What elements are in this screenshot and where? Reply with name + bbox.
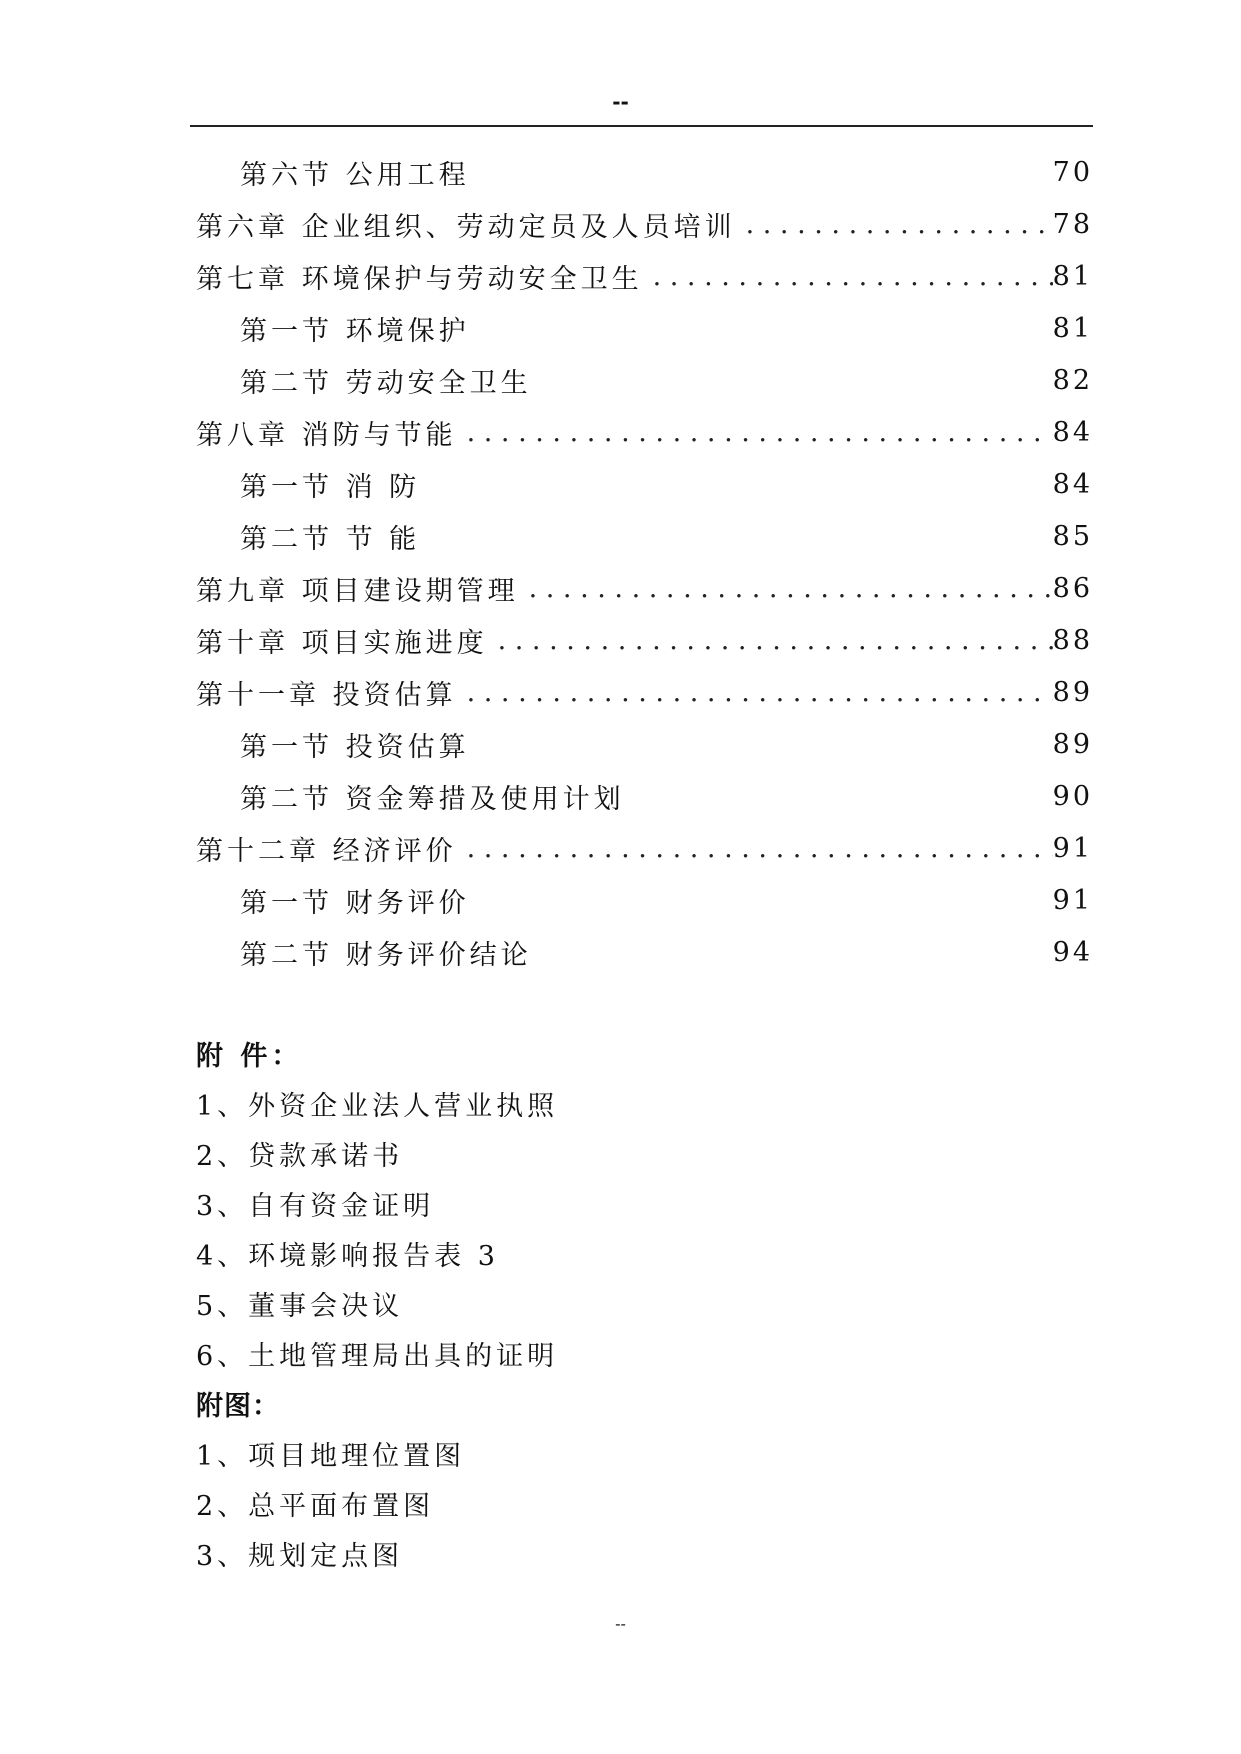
toc-entry-title: 第六节 公用工程 bbox=[240, 159, 470, 191]
toc-dot-leader bbox=[529, 573, 1053, 604]
toc-page-number: 82 bbox=[1052, 364, 1093, 396]
toc-section-row[interactable] bbox=[196, 718, 1093, 770]
toc-section-row[interactable] bbox=[196, 874, 1093, 926]
header-mark: -- bbox=[612, 90, 629, 114]
toc-page-number: 86 bbox=[1052, 572, 1093, 604]
toc-entry-title: 第十章 项目实施进度 bbox=[196, 627, 488, 659]
appendix-item: 6、土地管理局出具的证明 bbox=[196, 1340, 559, 1372]
toc-page-number: 91 bbox=[1052, 884, 1093, 916]
toc-entry-title: 第一节 财务评价 bbox=[240, 887, 470, 919]
toc-chapter-row[interactable] bbox=[196, 614, 1093, 666]
toc-page-number: 88 bbox=[1052, 624, 1093, 656]
toc-chapter-row[interactable] bbox=[196, 250, 1093, 302]
toc-page-number: 85 bbox=[1052, 520, 1093, 552]
toc-dot-leader bbox=[467, 417, 1053, 448]
toc-dot-leader bbox=[498, 625, 1053, 656]
toc-page-number: 90 bbox=[1052, 780, 1093, 812]
toc-entry-title: 第十二章 经济评价 bbox=[196, 835, 457, 867]
toc-section-row[interactable] bbox=[196, 926, 1093, 978]
toc-section-row[interactable] bbox=[196, 302, 1093, 354]
toc-chapter-row[interactable] bbox=[196, 198, 1093, 250]
toc-chapter-row[interactable] bbox=[196, 822, 1093, 874]
appendix-section bbox=[196, 1028, 1093, 1578]
table-of-contents bbox=[196, 146, 1093, 978]
figure-item: 3、规划定点图 bbox=[196, 1540, 404, 1572]
appendix-item: 5、董事会决议 bbox=[196, 1290, 404, 1322]
header-rule bbox=[190, 125, 1093, 127]
toc-entry-title: 第一节 消 防 bbox=[240, 471, 421, 503]
appendix-item: 3、自有资金证明 bbox=[196, 1190, 435, 1222]
appendix-list bbox=[196, 1078, 1093, 1378]
toc-page-number: 84 bbox=[1052, 416, 1093, 448]
toc-page-number: 84 bbox=[1052, 468, 1093, 500]
toc-section-row[interactable] bbox=[196, 146, 1093, 198]
toc-page-number: 81 bbox=[1052, 260, 1093, 292]
toc-section-row[interactable] bbox=[196, 458, 1093, 510]
toc-section-row[interactable] bbox=[196, 354, 1093, 406]
toc-chapter-row[interactable] bbox=[196, 562, 1093, 614]
appendix-item: 4、环境影响报告表 3 bbox=[196, 1240, 499, 1272]
toc-entry-title: 第十一章 投资估算 bbox=[196, 679, 457, 711]
toc-entry-title: 第二节 财务评价结论 bbox=[240, 939, 532, 971]
toc-page-number: 78 bbox=[1052, 208, 1093, 240]
toc-page-number: 81 bbox=[1052, 312, 1093, 344]
figure-item: 2、总平面布置图 bbox=[196, 1490, 435, 1522]
toc-entry-title: 第六章 企业组织、劳动定员及人员培训 bbox=[196, 211, 736, 243]
toc-page-number: 91 bbox=[1052, 832, 1093, 864]
figures-list bbox=[196, 1428, 1093, 1578]
toc-entry-title: 第七章 环境保护与劳动安全卫生 bbox=[196, 263, 643, 295]
toc-section-row[interactable] bbox=[196, 770, 1093, 822]
toc-entry-title: 第八章 消防与节能 bbox=[196, 419, 457, 451]
appendix-item: 2、贷款承诺书 bbox=[196, 1140, 404, 1172]
toc-dot-leader bbox=[653, 261, 1053, 292]
figure-item: 1、项目地理位置图 bbox=[196, 1440, 466, 1472]
appendix-heading: 附 件： bbox=[196, 1040, 303, 1072]
toc-entry-title: 第一节 投资估算 bbox=[240, 731, 470, 763]
toc-entry-title: 第二节 资金筹措及使用计划 bbox=[240, 783, 625, 815]
figures-heading: 附图： bbox=[196, 1390, 280, 1422]
toc-page-number: 94 bbox=[1052, 936, 1093, 968]
toc-page-number: 70 bbox=[1052, 156, 1093, 188]
footer-mark: -- bbox=[615, 1615, 626, 1633]
appendix-item: 1、外资企业法人营业执照 bbox=[196, 1090, 559, 1122]
toc-dot-leader bbox=[746, 209, 1053, 240]
toc-entry-title: 第二节 劳动安全卫生 bbox=[240, 367, 532, 399]
toc-page-number: 89 bbox=[1052, 676, 1093, 708]
toc-dot-leader bbox=[467, 677, 1053, 708]
toc-section-row[interactable] bbox=[196, 510, 1093, 562]
toc-entry-title: 第九章 项目建设期管理 bbox=[196, 575, 519, 607]
toc-entry-title: 第一节 环境保护 bbox=[240, 315, 470, 347]
toc-page-number: 89 bbox=[1052, 728, 1093, 760]
toc-dot-leader bbox=[467, 833, 1053, 864]
toc-entry-title: 第二节 节 能 bbox=[240, 523, 421, 555]
toc-chapter-row[interactable] bbox=[196, 406, 1093, 458]
toc-chapter-row[interactable] bbox=[196, 666, 1093, 718]
